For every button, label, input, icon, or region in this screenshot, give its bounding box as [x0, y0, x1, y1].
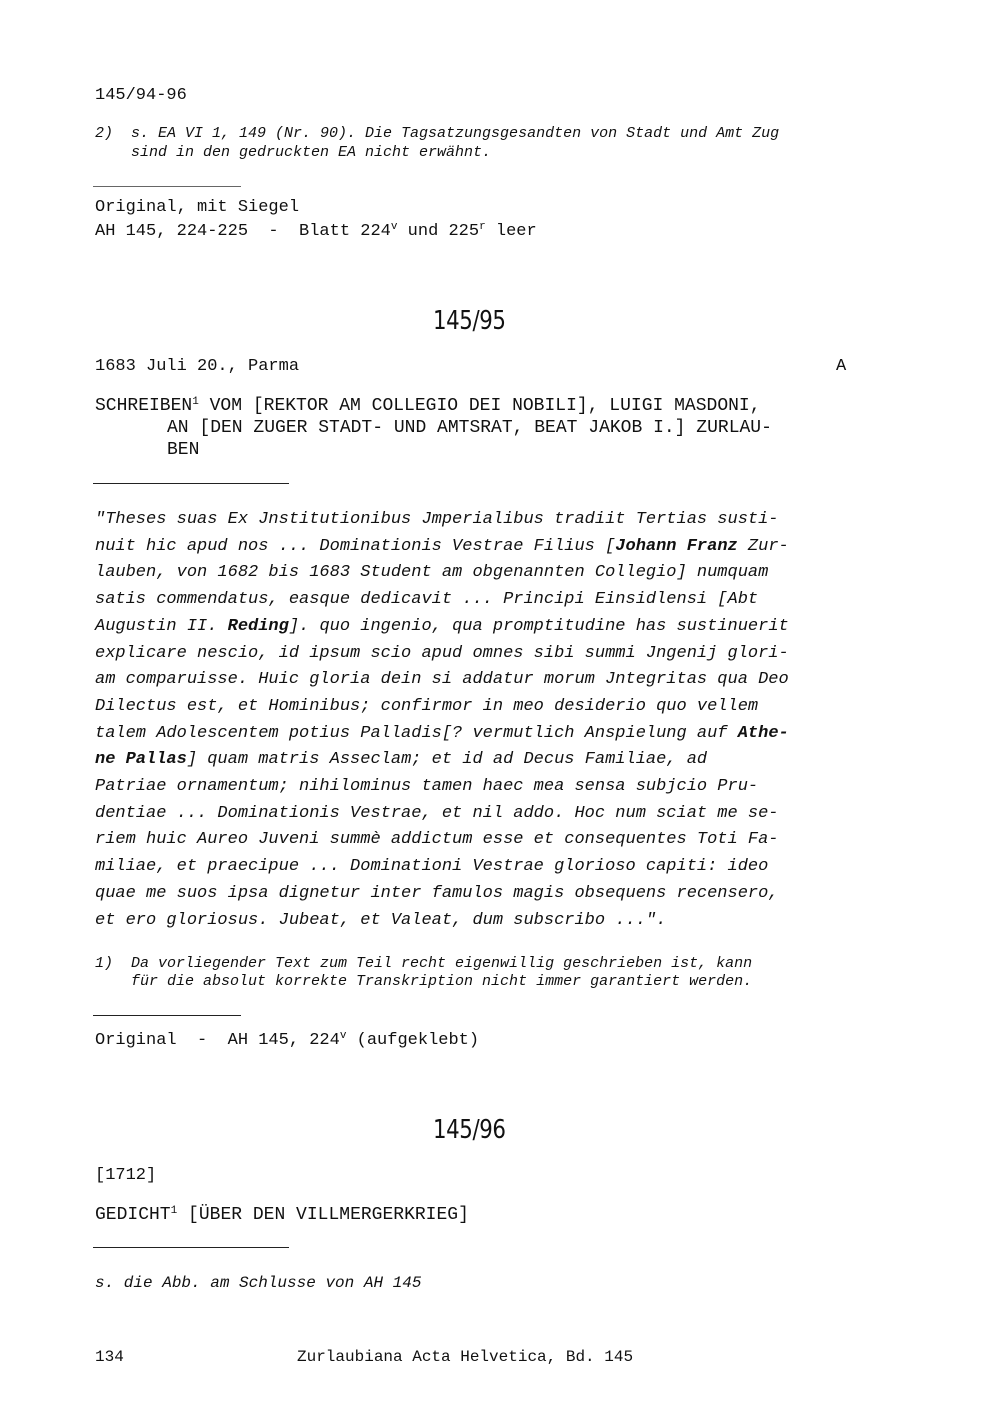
page-header: 145/94-96 — [95, 86, 187, 105]
body-line: quae me suos ipsa dignetur inter famulos magis obsequens recensero, — [95, 883, 779, 903]
prev-source-rule — [93, 186, 241, 187]
doc-95-date-place: 1683 Juli 20., Parma — [95, 357, 300, 376]
body-line: talem Adolescentem potius Palladis[? vermutlich Anspielung auf Athe- — [95, 723, 789, 743]
body-line: satis commendatus, easque dedicavit ... Principi Einsidlensi [Abt — [95, 590, 759, 610]
doc-95-title-rule — [93, 483, 289, 484]
body-line: Patriae ornamentum; nihilominus tamen haec mea sensa subjcio Pru- — [95, 777, 759, 797]
body-line: miliae, et praecipue ... Dominationi Vestrae glorioso capiti: ideo — [95, 857, 769, 877]
body-line: am comparuisse. Huic gloria dein si addatur morum Jntegritas qua Deo — [95, 670, 789, 690]
doc-96-title-rule — [93, 1247, 289, 1248]
prev-footnote-line-2: sind in den gedruckten EA nicht erwähnt. — [131, 144, 492, 161]
doc-96-title: GEDICHT$^1$ [ÜBER DEN VILLMERGERKRIEG] — [95, 1205, 469, 1225]
body-line: ne Pallas] quam matris Asseclam; et id ad Decus Familiae, ad — [95, 750, 708, 770]
body-line: Dilectus est, et Hominibus; confirmor in meo desiderio quo vellem — [95, 696, 759, 716]
body-line: explicare nescio, id ipsum scio apud omnes sibi summi Jngenij glori- — [95, 643, 789, 663]
doc-95-number: 145/95 — [433, 306, 506, 336]
doc-95-type-letter: A — [836, 357, 847, 376]
footer-publication: Zurlaubiana Acta Helvetica, Bd. 145 — [297, 1348, 634, 1366]
doc-95-footnote-line-1: Da vorliegender Text zum Teil recht eigenwillig geschrieben ist, kann — [131, 955, 753, 972]
footer-page-number: 134 — [95, 1348, 124, 1366]
doc-95-title-line-3: BEN — [167, 440, 200, 460]
body-line: Augustin II. Reding]. quo ingenio, qua promptitudine has sustinuerit — [95, 616, 789, 636]
doc-95-title-line-2: AN [DEN ZUGER STADT- UND AMTSRAT, BEAT JAKOB I.] ZURLAU- — [167, 418, 772, 438]
doc-95-footnote-line-2: für die absolut korrekte Transkription nicht immer garantiert werden. — [131, 973, 753, 990]
doc-95-title-line-1: SCHREIBEN$^1$ VOM [REKTOR AM COLLEGIO DEI NOBILI], LUIGI MASDONI, — [95, 396, 761, 416]
body-line: et ero gloriosus. Jubeat, et Valeat, dum subscribo ...". — [95, 910, 667, 930]
doc-96-note: s. die Abb. am Schlusse von AH 145 — [95, 1274, 422, 1292]
doc-95-footnote-marker: 1) — [95, 955, 114, 972]
body-line: dentiae ... Dominationis Vestrae, et nil addo. Hoc num sciat me se- — [95, 803, 779, 823]
doc-95-body — [95, 507, 789, 934]
body-line: lauben, von 1682 bis 1683 Student am obgenannten Collegio] numquam — [95, 563, 769, 583]
body-line: nuit hic apud nos ... Dominationis Vestrae Filius [Johann Franz Zur- — [95, 536, 789, 556]
doc-95-source: Original - AH 145, 224$^v$ (aufgeklebt) — [95, 1030, 480, 1050]
prev-source-line-1: Original, mit Siegel — [95, 198, 300, 217]
body-line: "Theses suas Ex Jnstitutionibus Jmperialibus tradiit Tertias susti- — [95, 510, 779, 529]
prev-footnote-line-1: s. EA VI 1, 149 (Nr. 90). Die Tagsatzungsgesandten von Stadt und Amt Zug — [131, 125, 780, 142]
body-line: riem huic Aureo Juveni summè addictum esse et consequentes Toti Fa- — [95, 830, 779, 850]
doc-96-number: 145/96 — [433, 1115, 506, 1145]
doc-96-date: [1712] — [95, 1166, 157, 1185]
prev-footnote-marker: 2) — [95, 125, 114, 142]
prev-source-line-2: AH 145, 224-225 - Blatt 224$^v$ und 225$^r$ leer — [95, 221, 537, 241]
doc-95-source-rule — [93, 1015, 241, 1016]
